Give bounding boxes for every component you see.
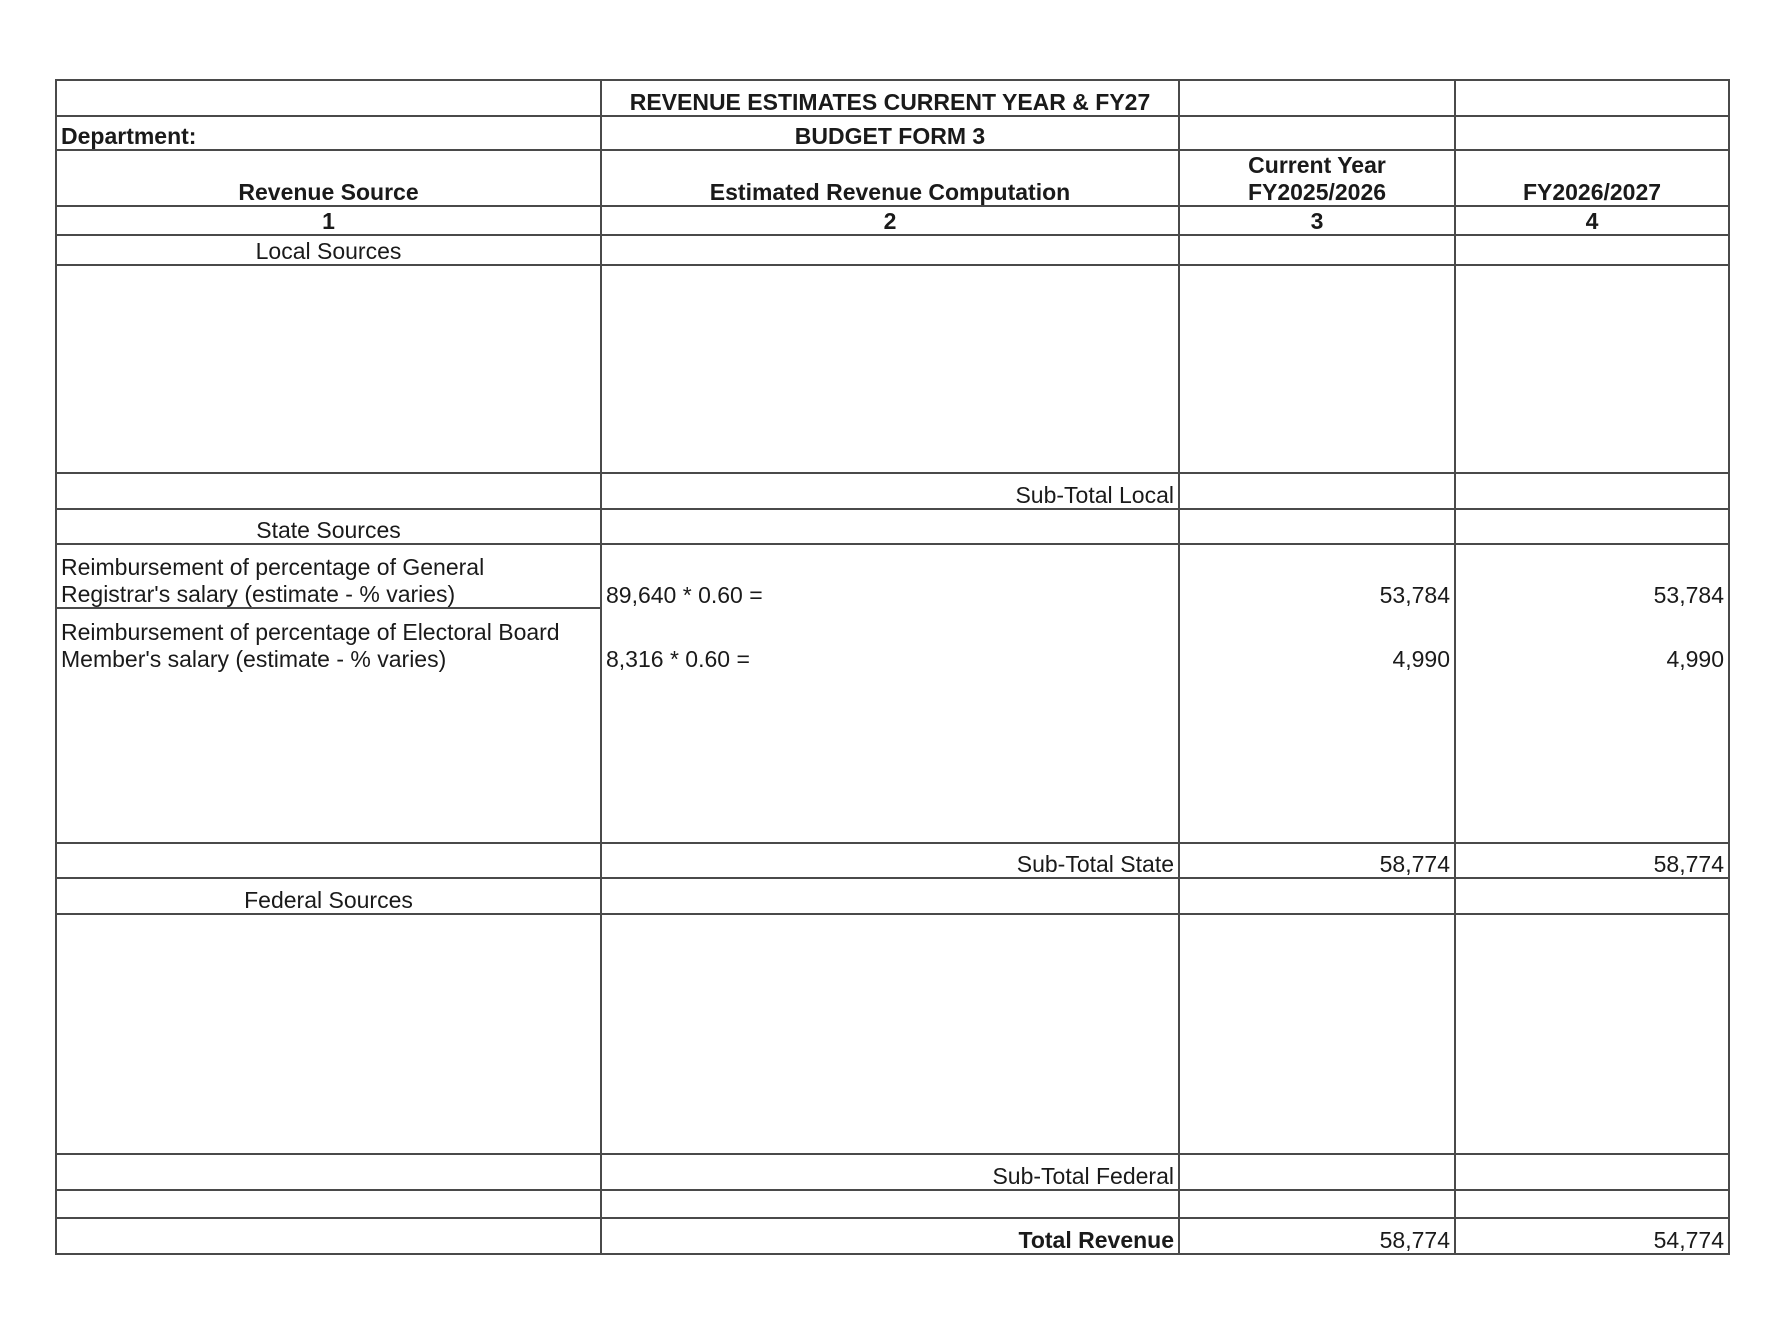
blank-spacer-row <box>56 1190 1729 1218</box>
header-estimated-revenue-computation: Estimated Revenue Computation <box>601 150 1179 206</box>
department-label: Department: <box>56 116 601 150</box>
total-revenue-current-year: 58,774 <box>1179 1218 1455 1254</box>
title-row <box>56 80 1729 116</box>
column-number-3: 3 <box>1179 206 1455 235</box>
state-row-1-computation: 89,640 * 0.60 = <box>601 544 1179 608</box>
local-empty-row <box>56 265 1729 473</box>
state-row-2-fy27: 4,990 <box>1455 608 1729 672</box>
column-number-2: 2 <box>601 206 1179 235</box>
total-revenue-fy27: 54,774 <box>1455 1218 1729 1254</box>
state-row-electoral-board <box>56 608 1729 672</box>
state-row-2-computation: 8,316 * 0.60 = <box>601 608 1179 672</box>
subtotal-state-label: Sub-Total State <box>601 843 1179 878</box>
header-revenue-source: Revenue Source <box>56 150 601 206</box>
column-number-row <box>56 206 1729 235</box>
state-row-2-source: Reimbursement of percentage of Electoral Board Member's salary (estimate - % varies) <box>56 608 601 672</box>
subtotal-state-current-year: 58,774 <box>1179 843 1455 878</box>
header-current-year-line2: FY2025/2026 <box>1247 178 1387 205</box>
subtotal-local-label: Sub-Total Local <box>601 473 1179 509</box>
local-sources-heading: Local Sources <box>56 235 601 265</box>
local-sources-heading-row <box>56 235 1729 265</box>
revenue-estimates-table <box>55 79 1730 1255</box>
federal-sources-heading: Federal Sources <box>56 878 601 914</box>
subtotal-federal-label: Sub-Total Federal <box>601 1154 1179 1190</box>
federal-empty-row <box>56 914 1729 1154</box>
state-row-general-registrar <box>56 544 1729 608</box>
subtotal-local-row <box>56 473 1729 509</box>
subtotal-federal-row <box>56 1154 1729 1190</box>
state-row-1-current-year: 53,784 <box>1179 544 1455 608</box>
subtotal-state-row <box>56 843 1729 878</box>
form-subtitle: BUDGET FORM 3 <box>601 116 1179 150</box>
form-title: REVENUE ESTIMATES CURRENT YEAR & FY27 <box>601 80 1179 116</box>
column-number-4: 4 <box>1455 206 1729 235</box>
state-row-1-fy27: 53,784 <box>1455 544 1729 608</box>
total-revenue-row <box>56 1218 1729 1254</box>
column-header-row <box>56 150 1729 206</box>
header-fy27: FY2026/2027 <box>1455 150 1729 206</box>
header-current-year-line1: Current Year <box>1248 152 1386 179</box>
total-revenue-label: Total Revenue <box>601 1218 1179 1254</box>
state-sources-heading-row <box>56 509 1729 544</box>
department-row <box>56 116 1729 150</box>
header-current-year <box>1179 150 1455 206</box>
state-row-2-current-year: 4,990 <box>1179 608 1455 672</box>
state-sources-heading: State Sources <box>56 509 601 544</box>
federal-sources-heading-row <box>56 878 1729 914</box>
column-number-1: 1 <box>56 206 601 235</box>
state-row-1-source: Reimbursement of percentage of General Registrar's salary (estimate - % varies) <box>56 544 601 608</box>
state-empty-row <box>56 672 1729 843</box>
subtotal-state-fy27: 58,774 <box>1455 843 1729 878</box>
